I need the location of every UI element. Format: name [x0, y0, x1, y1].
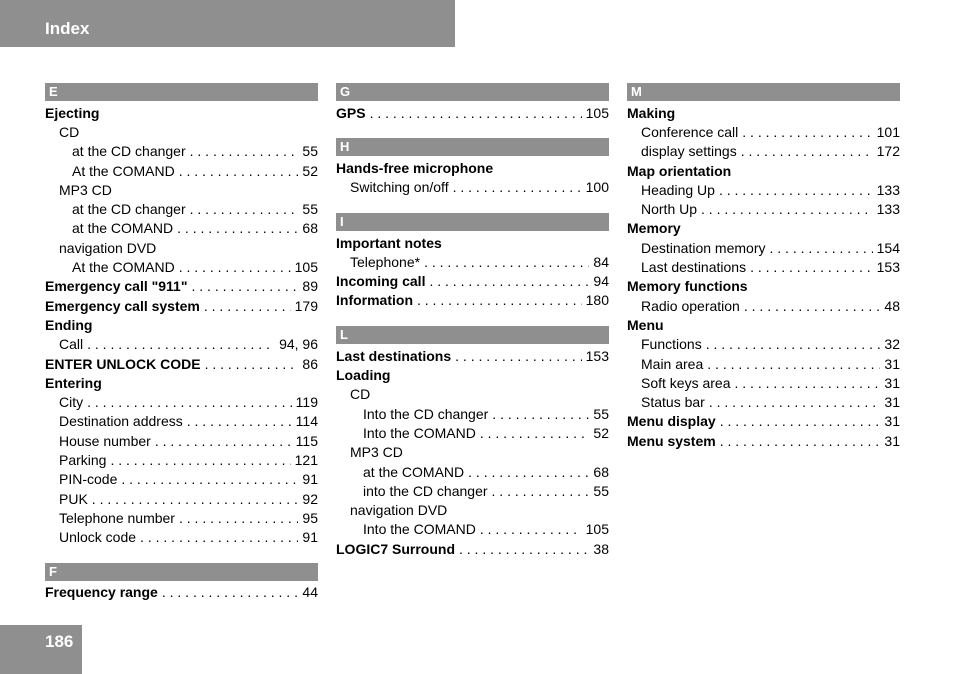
- index-entry: [336, 481, 609, 500]
- index-term: Conference call: [641, 123, 739, 140]
- index-entry: [336, 365, 609, 384]
- index-term: Main area: [641, 355, 704, 372]
- index-entry: [627, 103, 900, 122]
- index-term: display settings: [641, 143, 737, 160]
- index-term: Unlock code: [59, 529, 137, 546]
- index-term: Radio operation: [641, 297, 740, 314]
- index-entry: [627, 142, 900, 161]
- index-term: Entering: [45, 374, 102, 391]
- index-term: Telephone*: [350, 253, 421, 270]
- index-entry: [45, 277, 318, 296]
- index-term: Heading Up: [641, 181, 715, 198]
- page-reference: 44: [302, 584, 318, 601]
- index-entry: [45, 412, 318, 431]
- dot-leader: [370, 105, 582, 121]
- page-reference: 91: [302, 471, 318, 488]
- index-entry: [45, 508, 318, 527]
- section-letter-header: F: [45, 563, 318, 581]
- index-entry: [336, 271, 609, 290]
- index-entry: [336, 443, 609, 462]
- index-entry: [45, 199, 318, 218]
- index-entry: [336, 233, 609, 252]
- index-term: MP3 CD: [350, 444, 403, 461]
- index-term: Memory: [627, 220, 681, 237]
- index-entry: [45, 392, 318, 411]
- page-reference: 100: [585, 179, 609, 196]
- dot-leader: [742, 124, 872, 140]
- index-entry: [627, 315, 900, 334]
- dot-leader: [709, 394, 881, 410]
- index-column-2: [336, 83, 609, 558]
- dot-leader: [707, 356, 880, 372]
- page-reference: 115: [295, 432, 318, 449]
- index-term: Status bar: [641, 394, 705, 411]
- index-entry: [627, 238, 900, 257]
- dot-leader: [744, 298, 881, 314]
- page-reference: 121: [294, 451, 318, 468]
- page-reference: 31: [884, 432, 900, 449]
- dot-leader: [741, 143, 873, 159]
- section-letter-header: G: [336, 83, 609, 101]
- index-term: Switching on/off: [350, 179, 449, 196]
- index-term: Parking: [59, 451, 107, 468]
- index-term: Destination address: [59, 413, 183, 430]
- index-entry: [336, 103, 609, 122]
- index-term: Emergency call "911": [45, 278, 188, 295]
- page-reference: 86: [302, 355, 318, 372]
- index-term: Emergency call system: [45, 297, 200, 314]
- page-reference: 55: [302, 143, 318, 160]
- index-term: at the COMAND: [72, 220, 174, 237]
- index-term: at the CD changer: [72, 201, 186, 218]
- index-entry: [627, 373, 900, 392]
- dot-leader: [459, 541, 589, 557]
- index-entry: [45, 315, 318, 334]
- dot-leader: [480, 521, 582, 537]
- page-reference: 31: [884, 394, 900, 411]
- index-entry: [627, 122, 900, 141]
- dot-leader: [121, 471, 298, 487]
- page-reference: 92: [302, 490, 318, 507]
- page-reference: 84: [593, 253, 609, 270]
- dot-leader: [187, 413, 292, 429]
- page-reference: 179: [294, 297, 318, 314]
- index-entry: [45, 528, 318, 547]
- index-term: Telephone number: [59, 509, 175, 526]
- section-letter-header: I: [336, 213, 609, 231]
- index-term: Functions: [641, 336, 702, 353]
- page-reference: 31: [884, 374, 900, 391]
- index-entry: [45, 296, 318, 315]
- dot-leader: [706, 336, 881, 352]
- index-term: Ejecting: [45, 104, 100, 121]
- index-term: House number: [59, 432, 151, 449]
- page-reference: 114: [295, 413, 318, 430]
- page-reference: 133: [876, 181, 900, 198]
- dot-leader: [492, 406, 589, 422]
- index-entry: [45, 257, 318, 276]
- index-term: Menu: [627, 316, 664, 333]
- section-gap: [336, 122, 609, 138]
- page-reference: 52: [593, 424, 609, 441]
- index-term: PIN-code: [59, 471, 118, 488]
- dot-leader: [162, 584, 299, 600]
- index-entry: [45, 180, 318, 199]
- section-letter-header: H: [336, 138, 609, 156]
- page-reference: 32: [884, 336, 900, 353]
- index-term: Menu system: [627, 432, 716, 449]
- index-entry: [45, 373, 318, 392]
- section-letter-header: E: [45, 83, 318, 101]
- index-entry: [627, 412, 900, 431]
- dot-leader: [429, 273, 589, 289]
- index-entry: [45, 583, 318, 602]
- index-column-1: [45, 83, 318, 602]
- index-entry: [627, 257, 900, 276]
- dot-leader: [750, 259, 873, 275]
- index-entry: [336, 500, 609, 519]
- dot-leader: [701, 201, 873, 217]
- section-letter-header: L: [336, 326, 609, 344]
- dot-leader: [424, 254, 589, 270]
- index-entry: [627, 277, 900, 296]
- index-term: Information: [336, 292, 413, 309]
- dot-leader: [179, 163, 299, 179]
- index-term: into the CD changer: [363, 482, 488, 499]
- index-entry: [627, 431, 900, 450]
- section-letter-header: M: [627, 83, 900, 101]
- index-term: Hands-free microphone: [336, 159, 494, 176]
- page-reference: 31: [884, 413, 900, 430]
- dot-leader: [204, 298, 291, 314]
- page-reference: 105: [585, 521, 609, 538]
- dot-leader: [177, 220, 298, 236]
- page-reference: 89: [302, 278, 318, 295]
- index-term: Frequency range: [45, 584, 158, 601]
- index-term: at the CD changer: [72, 143, 186, 160]
- section-gap: [45, 547, 318, 563]
- page-reference: 153: [876, 259, 900, 276]
- index-term: North Up: [641, 201, 698, 218]
- page-reference: 94, 96: [279, 336, 318, 353]
- dot-leader: [719, 182, 873, 198]
- section-gap: [336, 197, 609, 213]
- page-reference: 31: [884, 355, 900, 372]
- index-term: At the COMAND: [72, 259, 175, 276]
- index-term: GPS: [336, 104, 366, 121]
- index-entry: [336, 252, 609, 271]
- index-term: Soft keys area: [641, 374, 731, 391]
- page-reference: 68: [302, 220, 318, 237]
- index-entry: [336, 178, 609, 197]
- index-term: Loading: [336, 367, 391, 384]
- index-term: Last destinations: [641, 259, 747, 276]
- page-reference: 101: [876, 123, 900, 140]
- page-reference: 94: [593, 273, 609, 290]
- index-entry: [45, 142, 318, 161]
- index-term: Last destinations: [336, 347, 452, 364]
- index-term: LOGIC7 Surround: [336, 540, 455, 557]
- dot-leader: [492, 483, 590, 499]
- index-term: Into the CD changer: [363, 405, 489, 422]
- index-entry: [627, 392, 900, 411]
- dot-leader: [140, 529, 298, 545]
- page-reference: 154: [876, 239, 900, 256]
- page-reference: 133: [876, 201, 900, 218]
- dot-leader: [190, 143, 299, 159]
- dot-leader: [87, 336, 275, 352]
- index-entry: [45, 489, 318, 508]
- page-reference: 55: [593, 482, 609, 499]
- dot-leader: [155, 433, 292, 449]
- index-entry: [45, 470, 318, 489]
- page-reference: 153: [585, 347, 609, 364]
- index-entry: [627, 296, 900, 315]
- index-entry: [627, 219, 900, 238]
- index-term: Into the COMAND: [363, 424, 476, 441]
- index-term: Destination memory: [641, 239, 766, 256]
- index-entry: [45, 450, 318, 469]
- dot-leader: [110, 452, 290, 468]
- index-entry: [45, 238, 318, 257]
- dot-leader: [417, 292, 582, 308]
- page-reference: 105: [294, 259, 318, 276]
- index-entry: [45, 122, 318, 141]
- dot-leader: [735, 375, 881, 391]
- page-reference: 52: [302, 162, 318, 179]
- dot-leader: [190, 201, 299, 217]
- index-entry: [45, 431, 318, 450]
- page-number: 186: [45, 632, 74, 651]
- index-term: navigation DVD: [59, 239, 157, 256]
- index-entry: [336, 346, 609, 365]
- index-entry: [336, 539, 609, 558]
- index-term: City: [59, 394, 84, 411]
- index-entry: [627, 180, 900, 199]
- page-reference: 119: [295, 394, 318, 411]
- dot-leader: [455, 348, 582, 364]
- index-term: Map orientation: [627, 162, 732, 179]
- page-reference: 55: [593, 405, 609, 422]
- index-term: Incoming call: [336, 273, 426, 290]
- index-entry: [45, 161, 318, 180]
- index-term: Ending: [45, 316, 93, 333]
- index-term: MP3 CD: [59, 181, 112, 198]
- index-term: Making: [627, 104, 676, 121]
- index-entry: [336, 520, 609, 539]
- index-term: CD: [350, 386, 371, 403]
- page-reference: 180: [585, 292, 609, 309]
- page-reference: 105: [585, 104, 609, 121]
- index-entry: [336, 462, 609, 481]
- page-reference: 55: [302, 201, 318, 218]
- index-entry: [336, 291, 609, 310]
- index-term: ENTER UNLOCK CODE: [45, 355, 201, 372]
- index-entry: [336, 385, 609, 404]
- page-reference: 91: [302, 529, 318, 546]
- dot-leader: [191, 278, 298, 294]
- page-reference: 38: [593, 540, 609, 557]
- index-term: Memory functions: [627, 278, 748, 295]
- dot-leader: [468, 464, 589, 480]
- dot-leader: [87, 394, 292, 410]
- index-entry: [627, 199, 900, 218]
- index-term: at the COMAND: [363, 463, 465, 480]
- dot-leader: [179, 259, 291, 275]
- page-reference: 48: [884, 297, 900, 314]
- index-column-3: [627, 83, 900, 450]
- page-reference: 172: [876, 143, 900, 160]
- index-term: navigation DVD: [350, 502, 448, 519]
- index-entry: [336, 423, 609, 442]
- index-term: PUK: [59, 490, 88, 507]
- page-title: Index: [45, 19, 90, 38]
- page-reference: 68: [593, 463, 609, 480]
- index-entry: [336, 158, 609, 177]
- dot-leader: [179, 510, 298, 526]
- index-term: At the COMAND: [72, 162, 175, 179]
- dot-leader: [453, 179, 582, 195]
- index-entry: [45, 335, 318, 354]
- index-entry: [45, 354, 318, 373]
- index-term: Menu display: [627, 413, 716, 430]
- dot-leader: [720, 413, 881, 429]
- dot-leader: [720, 433, 881, 449]
- dot-leader: [92, 491, 299, 507]
- dot-leader: [770, 240, 873, 256]
- dot-leader: [480, 425, 590, 441]
- index-entry: [45, 103, 318, 122]
- section-gap: [336, 310, 609, 326]
- dot-leader: [205, 356, 299, 372]
- index-term: Call: [59, 336, 84, 353]
- index-entry: [45, 219, 318, 238]
- index-entry: [627, 354, 900, 373]
- page-reference: 95: [302, 509, 318, 526]
- index-term: Into the COMAND: [363, 521, 476, 538]
- index-entry: [627, 161, 900, 180]
- index-term: Important notes: [336, 234, 442, 251]
- index-entry: [336, 404, 609, 423]
- index-term: CD: [59, 123, 80, 140]
- index-entry: [627, 335, 900, 354]
